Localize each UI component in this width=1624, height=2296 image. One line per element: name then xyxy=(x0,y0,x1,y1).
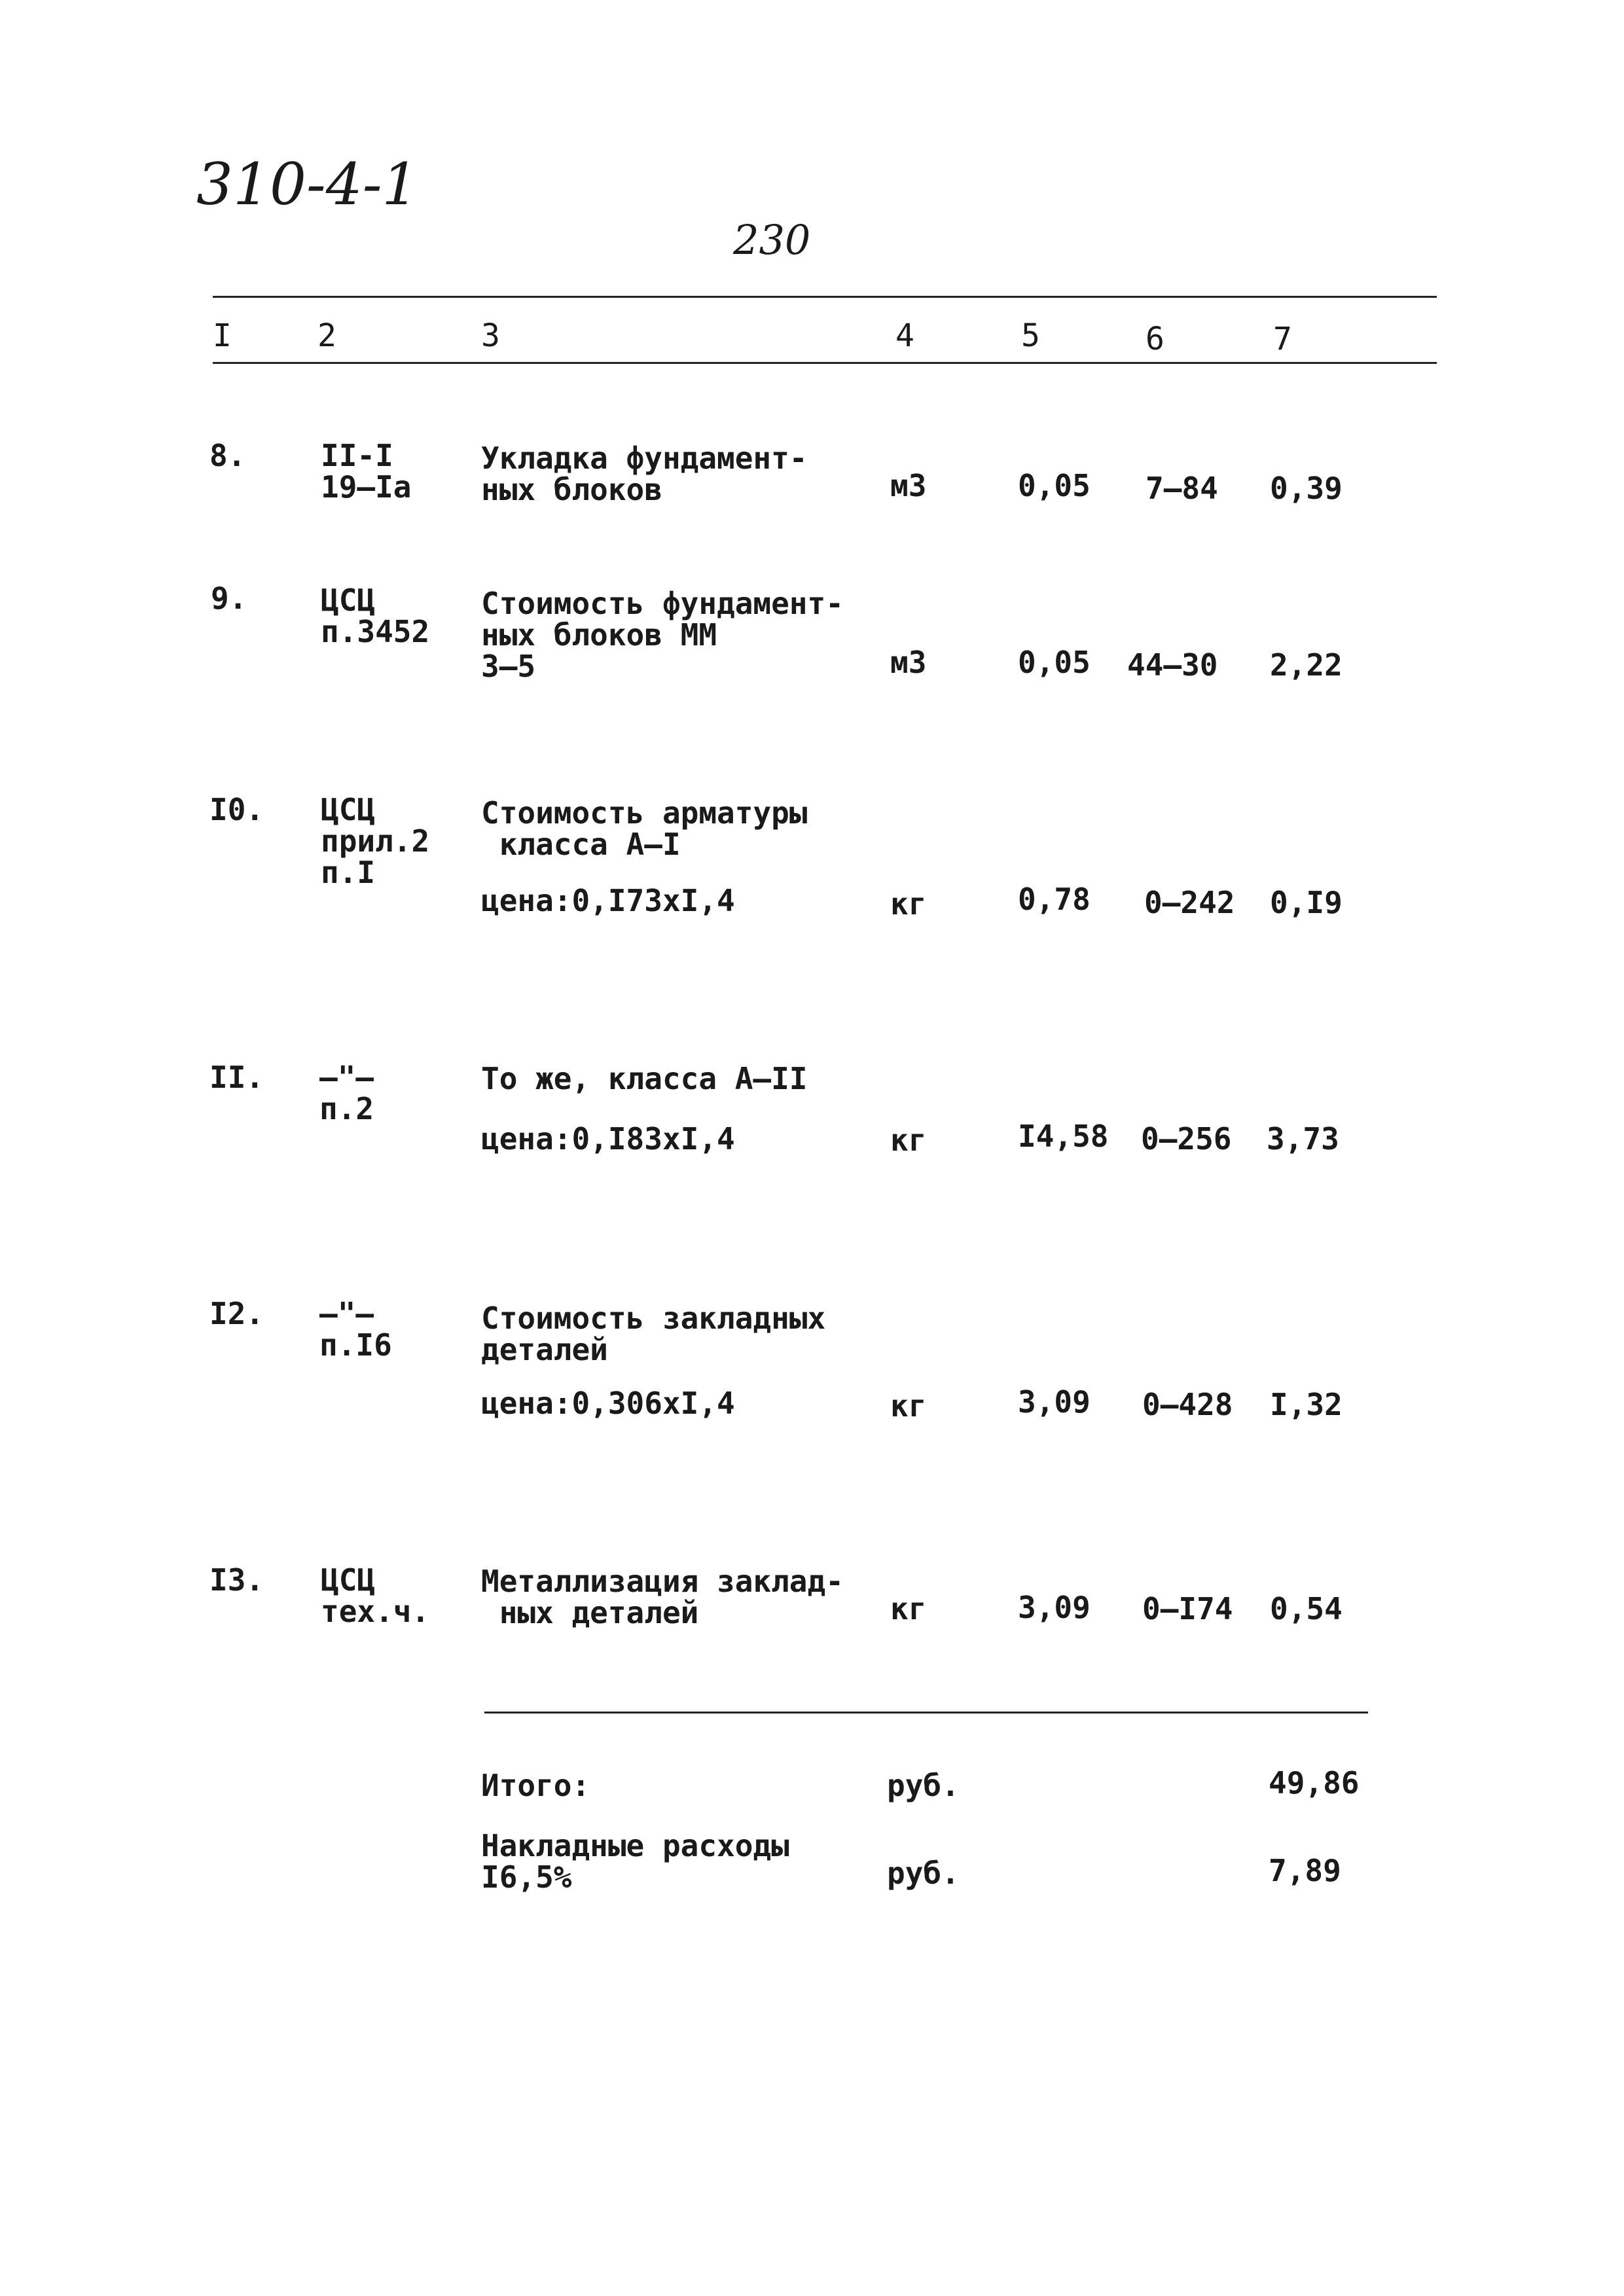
row-number: II. xyxy=(209,1060,264,1095)
column-header-1: I xyxy=(213,317,232,354)
row-total: 0,54 xyxy=(1270,1591,1343,1626)
row-unit: кг xyxy=(890,1122,927,1158)
summary-label: Итого: xyxy=(481,1768,590,1803)
summary-total: 7,89 xyxy=(1269,1853,1341,1888)
row-number: I2. xyxy=(209,1296,264,1331)
row-description: Укладка фундамент- ных блоков xyxy=(481,440,808,507)
row-unit: м3 xyxy=(890,468,927,503)
row-reference: ЦСЦ п.3452 xyxy=(321,583,430,649)
row-number: 9. xyxy=(211,581,247,616)
column-header-5: 5 xyxy=(1021,317,1040,354)
row-number: I3. xyxy=(209,1562,264,1598)
summary-label: Накладные расходы I6,5% xyxy=(481,1828,789,1895)
row-reference: II-I 19–Ia xyxy=(321,438,412,505)
column-header-6: 6 xyxy=(1146,321,1164,357)
row-unit-price: 44–30 xyxy=(1127,647,1218,683)
row-total: 0,39 xyxy=(1270,471,1343,506)
header-bottom-rule xyxy=(213,362,1437,364)
row-quantity: 0,05 xyxy=(1018,645,1091,680)
column-header-4: 4 xyxy=(895,317,914,354)
row-description: Стоимость арматуры класса А–I xyxy=(481,795,808,862)
row-number: I0. xyxy=(209,792,264,827)
row-reference: ЦСЦ тех.ч. xyxy=(321,1562,430,1629)
row-total: 2,22 xyxy=(1270,647,1343,683)
row-total: 3,73 xyxy=(1267,1121,1339,1157)
document-code: 310-4-1 xyxy=(196,151,419,218)
row-unit-price: 0–I74 xyxy=(1142,1591,1233,1626)
summary-rule xyxy=(484,1712,1368,1713)
row-unit: кг xyxy=(890,1388,927,1424)
row-reference: –"– п.I6 xyxy=(319,1296,392,1363)
column-header-7: 7 xyxy=(1273,321,1292,357)
row-unit-price: 0–256 xyxy=(1141,1121,1232,1157)
column-header-2: 2 xyxy=(317,317,336,354)
row-reference: –"– п.2 xyxy=(319,1060,374,1126)
row-quantity: I4,58 xyxy=(1018,1119,1109,1154)
row-price-note: цена:0,I73xI,4 xyxy=(481,883,735,918)
row-description: Стоимость закладных деталей xyxy=(481,1300,826,1367)
row-description: Стоимость фундамент- ных блоков ММ 3–5 xyxy=(481,586,844,684)
row-description: То же, класса А–II xyxy=(481,1061,808,1096)
row-unit-price: 0–428 xyxy=(1142,1387,1233,1422)
row-unit: кг xyxy=(890,886,927,922)
row-price-note: цена:0,I83xI,4 xyxy=(481,1121,735,1157)
row-unit: м3 xyxy=(890,645,927,680)
row-unit: кг xyxy=(890,1591,927,1626)
row-description: Металлизация заклад- ных деталей xyxy=(481,1564,844,1630)
row-total: 0,I9 xyxy=(1270,885,1343,920)
row-price-note: цена:0,306xI,4 xyxy=(481,1386,735,1421)
summary-total: 49,86 xyxy=(1269,1765,1360,1801)
page-number: 230 xyxy=(733,216,811,264)
row-quantity: 3,09 xyxy=(1018,1590,1091,1625)
summary-unit: руб. xyxy=(887,1856,960,1891)
row-quantity: 0,78 xyxy=(1018,882,1091,917)
row-unit-price: 0–242 xyxy=(1144,885,1235,920)
row-unit-price: 7–84 xyxy=(1146,471,1218,506)
summary-unit: руб. xyxy=(887,1768,960,1803)
header-top-rule xyxy=(213,296,1437,298)
row-number: 8. xyxy=(209,438,246,473)
column-header-3: 3 xyxy=(481,317,500,354)
row-total: I,32 xyxy=(1270,1387,1343,1422)
row-quantity: 3,09 xyxy=(1018,1384,1091,1420)
row-reference: ЦСЦ прил.2 п.I xyxy=(321,792,430,890)
row-quantity: 0,05 xyxy=(1018,468,1091,503)
